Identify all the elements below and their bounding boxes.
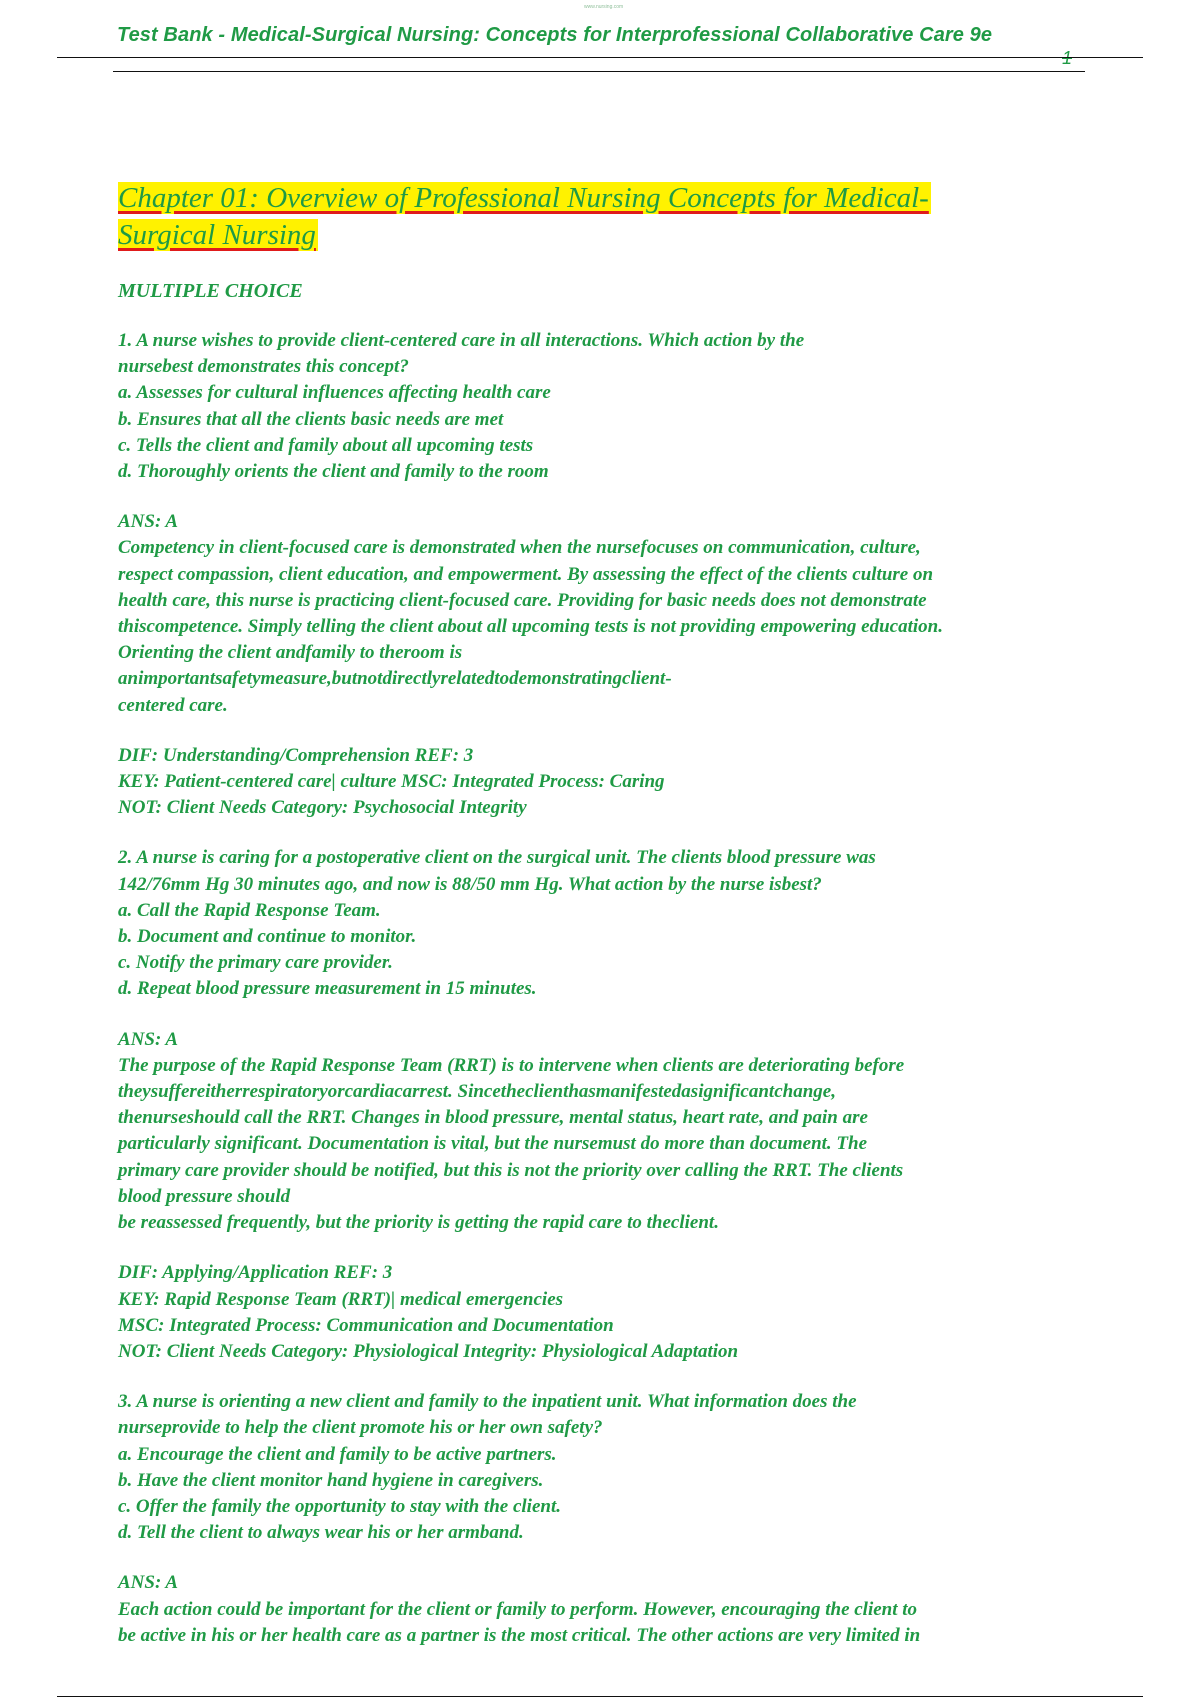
meta-client-needs: NOT: Client Needs Category: Physiological Integrity: Physiological Adaptation [118, 1340, 739, 1362]
answer-key: ANS: A [118, 1028, 179, 1050]
answer-key: ANS: A [118, 1572, 179, 1594]
question-1 [118, 328, 1088, 821]
question-stem: 3. A nurse is orienting a new client and family to the inpatient unit. What information does the [118, 1391, 857, 1413]
header-rule-secondary [113, 71, 1085, 72]
rationale-line: particularly significant. Documentation is vital, but the nursemust do more than document. The [118, 1133, 868, 1155]
top-watermark-text: www.nursing.com [584, 4, 624, 10]
answer-option-d: d. Repeat blood pressure measurement in 15 minutes. [118, 978, 537, 1000]
answer-option-a: a. Assesses for cultural influences affecting health care [118, 382, 551, 404]
rationale-line: be active in his or her health care as a partner is the most critical. The other actions are very limited in [118, 1624, 921, 1646]
rationale-line: Competency in client-focused care is demonstrated when the nursefocuses on communication, culture, [118, 537, 921, 559]
answer-option-d: d. Tell the client to always wear his or her armband. [118, 1522, 524, 1544]
meta-difficulty: DIF: Understanding/Comprehension REF: 3 [118, 744, 474, 766]
meta-process: MSC: Integrated Process: Communication and Documentation [118, 1314, 614, 1336]
answer-option-b: b. Have the client monitor hand hygiene in caregivers. [118, 1469, 544, 1491]
answer-option-b: b. Document and continue to monitor. [118, 926, 417, 948]
answer-option-c: c. Tells the client and family about all upcoming tests [118, 434, 534, 456]
question-3 [118, 1389, 1088, 1649]
chapter-title-line-2: Surgical Nursing [118, 219, 316, 251]
page-content [118, 180, 1088, 1649]
answer-option-a: a. Call the Rapid Response Team. [118, 899, 381, 921]
rationale-line: theysuffereitherrespiratoryorcardiacarrest. Sincetheclienthasmanifestedasignificantchange, [118, 1081, 836, 1103]
answer-option-c: c. Offer the family the opportunity to stay with the client. [118, 1495, 561, 1517]
answer-option-c: c. Notify the primary care provider. [118, 952, 393, 974]
meta-difficulty: DIF: Applying/Application REF: 3 [118, 1262, 393, 1284]
footer-rule [57, 1696, 1143, 1697]
rationale-line: Each action could be important for the client or family to perform. However, encouraging the client to [118, 1598, 918, 1620]
section-heading: MULTIPLE CHOICE [118, 280, 303, 302]
rationale-line: respect compassion, client education, and empowerment. By assessing the effect of the clients culture on [118, 563, 934, 585]
question-stem: nursebest demonstrates this concept? [118, 356, 409, 378]
question-stem: 1. A nurse wishes to provide client-centered care in all interactions. Which action by the [118, 330, 805, 351]
chapter-title [118, 180, 1088, 254]
question-stem: 2. A nurse is caring for a postoperative client on the surgical unit. The clients blood pressure was [118, 847, 876, 869]
rationale-line: primary care provider should be notified, but this is not the priority over calling the RRT. The clients [118, 1159, 904, 1181]
header-rule [57, 57, 1143, 58]
question-2 [118, 845, 1088, 1365]
question-stem: nurseprovide to help the client promote his or her own safety? [118, 1417, 603, 1439]
rationale-line: be reassessed frequently, but the priority is getting the rapid care to theclient. [118, 1212, 719, 1234]
meta-keywords: KEY: Rapid Response Team (RRT)| medical emergencies [118, 1288, 564, 1310]
meta-keywords: KEY: Patient-centered care| culture MSC: Integrated Process: Caring [118, 771, 665, 793]
answer-option-d: d. Thoroughly orients the client and family to the room [118, 461, 549, 483]
rationale-line: thiscompetence. Simply telling the client about all upcoming tests is not providing empowering education. [118, 616, 943, 638]
running-header: Test Bank - Medical-Surgical Nursing: Concepts for Interprofessional Collaborative Care 9e [117, 24, 993, 46]
meta-client-needs: NOT: Client Needs Category: Psychosocial Integrity [118, 797, 527, 819]
rationale-line: centered care. [118, 694, 228, 716]
rationale-line: Orienting the client andfamily to theroom is [118, 642, 463, 664]
rationale-line: animportantsafetymeasure,butnotdirectlyrelatedtodemonstratingclient- [118, 668, 672, 690]
page-number: 1 [1062, 48, 1073, 68]
rationale-line: thenurseshould call the RRT. Changes in blood pressure, mental status, heart rate, and pain are [118, 1107, 868, 1129]
answer-option-a: a. Encourage the client and family to be active partners. [118, 1443, 557, 1465]
chapter-title-line-1: Chapter 01: Overview of Professional Nursing Concepts for Medical- [118, 182, 929, 214]
question-stem: 142/76mm Hg 30 minutes ago, and now is 88/50 mm Hg. What action by the nurse isbest? [118, 873, 822, 895]
answer-option-b: b. Ensures that all the clients basic needs are met [118, 408, 504, 430]
rationale-line: blood pressure should [118, 1185, 291, 1207]
rationale-line: health care, this nurse is practicing client-focused care. Providing for basic needs does not demonstrate [118, 589, 927, 611]
answer-key: ANS: A [118, 511, 179, 533]
rationale-line: The purpose of the Rapid Response Team (RRT) is to intervene when clients are deteriorating before [118, 1054, 905, 1076]
